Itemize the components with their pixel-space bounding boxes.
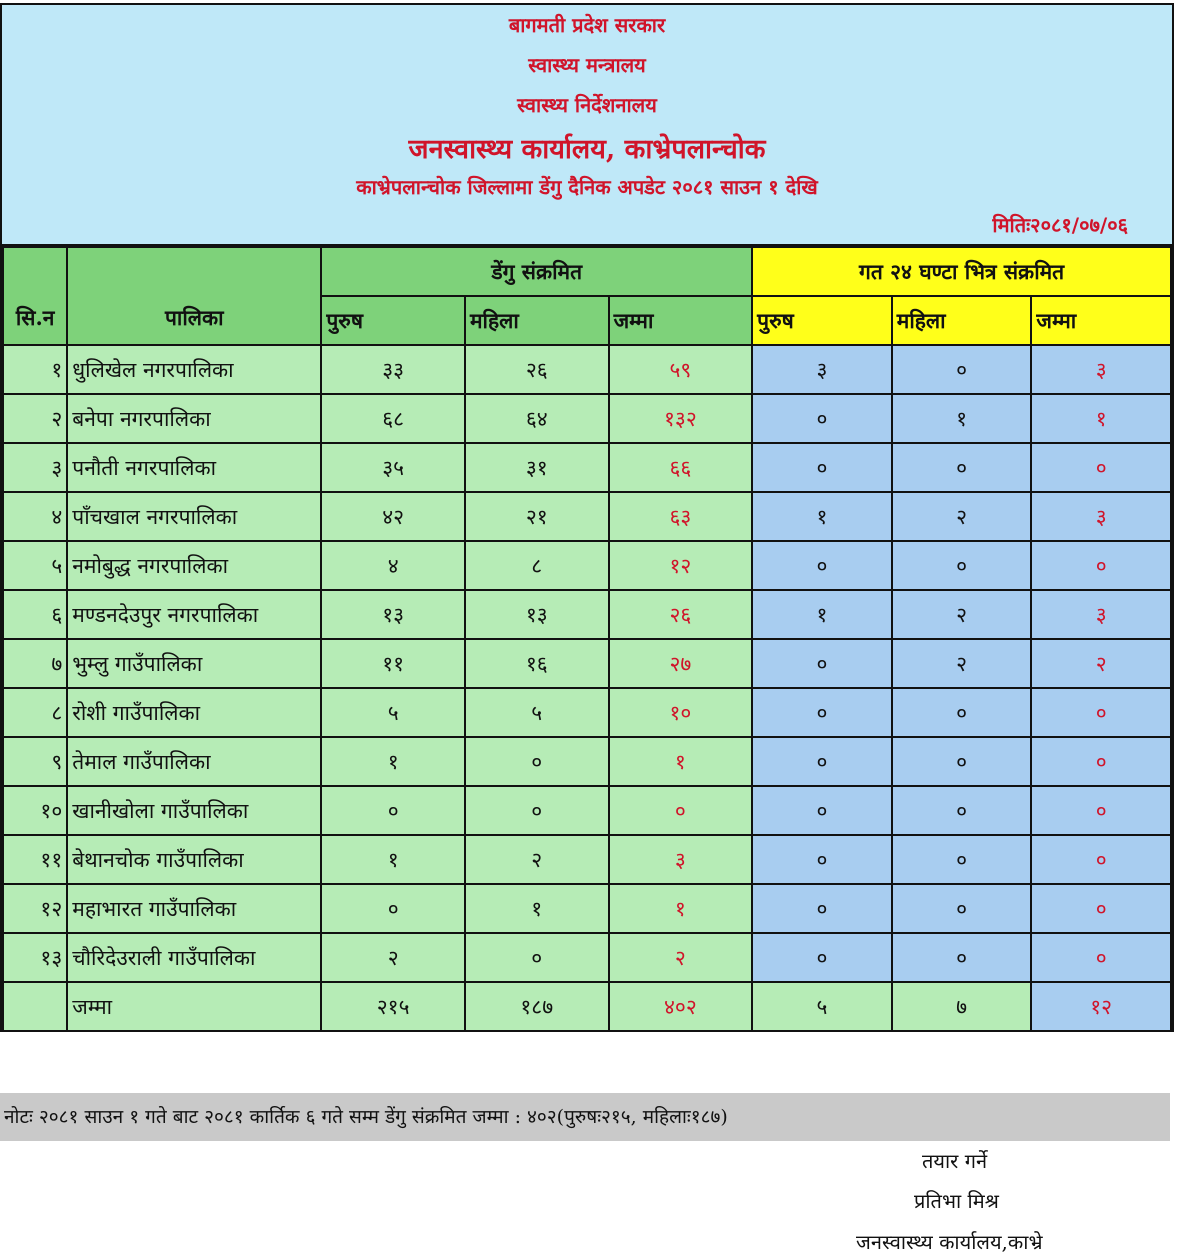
cell-total: ३ bbox=[609, 835, 753, 884]
cell-sn: १३ bbox=[3, 933, 67, 982]
cell-palika: रोशी गाउँपालिका bbox=[67, 688, 321, 737]
cell-total-24h: ० bbox=[1031, 443, 1171, 492]
cell-male: ४२ bbox=[321, 492, 465, 541]
cell-total: १० bbox=[609, 688, 753, 737]
cell-female-24h: ० bbox=[892, 786, 1032, 835]
sub-header-male: पुरुष bbox=[321, 296, 465, 345]
cell-palika: तेमाल गाउँपालिका bbox=[67, 737, 321, 786]
cell-female: ६४ bbox=[465, 394, 609, 443]
cell-male: ६८ bbox=[321, 394, 465, 443]
cell-female-24h: १ bbox=[892, 394, 1032, 443]
total-male: २१५ bbox=[321, 982, 465, 1031]
group-header-24h: गत २४ घण्टा भित्र संक्रमित bbox=[752, 247, 1171, 296]
cell-male-24h: ० bbox=[752, 884, 892, 933]
total-male-24h: ५ bbox=[752, 982, 892, 1031]
cell-female-24h: ० bbox=[892, 688, 1032, 737]
cell-palika: धुलिखेल नगरपालिका bbox=[67, 345, 321, 394]
table-row bbox=[3, 639, 1171, 688]
cell-sn: ६ bbox=[3, 590, 67, 639]
cell-total-24h: ३ bbox=[1031, 590, 1171, 639]
cell-total: २६ bbox=[609, 590, 753, 639]
cell-total-24h: ० bbox=[1031, 933, 1171, 982]
dengue-table bbox=[2, 246, 1172, 1032]
cell-total-24h: ३ bbox=[1031, 492, 1171, 541]
cell-female-24h: ० bbox=[892, 541, 1032, 590]
sub-header-female: महिला bbox=[465, 296, 609, 345]
cell-male: १ bbox=[321, 835, 465, 884]
cell-male-24h: ० bbox=[752, 443, 892, 492]
table-header-row-1 bbox=[3, 247, 1171, 296]
total-label: जम्मा bbox=[67, 982, 321, 1031]
cell-sn: १० bbox=[3, 786, 67, 835]
cell-female: १३ bbox=[465, 590, 609, 639]
cell-female-24h: ० bbox=[892, 737, 1032, 786]
cell-total: ० bbox=[609, 786, 753, 835]
cell-male: ३३ bbox=[321, 345, 465, 394]
cell-palika: बनेपा नगरपालिका bbox=[67, 394, 321, 443]
cell-total: ५९ bbox=[609, 345, 753, 394]
cell-total: १२ bbox=[609, 541, 753, 590]
cell-male-24h: ३ bbox=[752, 345, 892, 394]
cell-sn: ७ bbox=[3, 639, 67, 688]
col-header-palika: पालिका bbox=[67, 247, 321, 345]
prepared-by-label: तयार गर्ने bbox=[922, 1149, 988, 1173]
cell-female-24h: २ bbox=[892, 492, 1032, 541]
cell-male: ० bbox=[321, 884, 465, 933]
cell-total: १३२ bbox=[609, 394, 753, 443]
cell-total-24h: ० bbox=[1031, 835, 1171, 884]
table-row bbox=[3, 394, 1171, 443]
cell-sn: १२ bbox=[3, 884, 67, 933]
cell-female: २१ bbox=[465, 492, 609, 541]
preparer-office: जनस्वास्थ्य कार्यालय,काभ्रे bbox=[856, 1230, 1043, 1254]
cell-female-24h: २ bbox=[892, 590, 1032, 639]
total-female-24h: ७ bbox=[892, 982, 1032, 1031]
table-row bbox=[3, 541, 1171, 590]
cell-total: १ bbox=[609, 884, 753, 933]
sub-header-total: जम्मा bbox=[609, 296, 753, 345]
cell-sn: १ bbox=[3, 345, 67, 394]
report-date: मितिः२०८१/०७/०६ bbox=[992, 213, 1128, 237]
cell-female: ० bbox=[465, 737, 609, 786]
table-row bbox=[3, 737, 1171, 786]
cell-female: २ bbox=[465, 835, 609, 884]
cell-female: ० bbox=[465, 786, 609, 835]
cell-total-24h: ३ bbox=[1031, 345, 1171, 394]
total-female: १८७ bbox=[465, 982, 609, 1031]
report-header bbox=[2, 5, 1172, 246]
cell-female-24h: ० bbox=[892, 443, 1032, 492]
cell-male: २ bbox=[321, 933, 465, 982]
cell-sn: ११ bbox=[3, 835, 67, 884]
cell-male-24h: ० bbox=[752, 786, 892, 835]
table-row bbox=[3, 835, 1171, 884]
cell-sn: ३ bbox=[3, 443, 67, 492]
table-row bbox=[3, 884, 1171, 933]
header-subtitle: काभ्रेपलान्चोक जिल्लामा डेंगु दैनिक अपडेट २०८१ साउन १ देखि bbox=[356, 175, 818, 199]
cell-palika: पाँचखाल नगरपालिका bbox=[67, 492, 321, 541]
cell-male: १ bbox=[321, 737, 465, 786]
cell-palika: नमोबुद्ध नगरपालिका bbox=[67, 541, 321, 590]
cell-total-24h: १ bbox=[1031, 394, 1171, 443]
cell-female-24h: ० bbox=[892, 835, 1032, 884]
sub-header-female-24h: महिला bbox=[892, 296, 1032, 345]
cell-total: २७ bbox=[609, 639, 753, 688]
table-row bbox=[3, 590, 1171, 639]
total-all: ४०२ bbox=[609, 982, 753, 1031]
cell-male-24h: ० bbox=[752, 541, 892, 590]
header-province: बागमती प्रदेश सरकार bbox=[508, 13, 666, 37]
sub-header-total-24h: जम्मा bbox=[1031, 296, 1171, 345]
cell-total: ६६ bbox=[609, 443, 753, 492]
cell-total-24h: ० bbox=[1031, 737, 1171, 786]
cell-total: १ bbox=[609, 737, 753, 786]
table-row bbox=[3, 443, 1171, 492]
cell-female-24h: ० bbox=[892, 933, 1032, 982]
cell-female: ३१ bbox=[465, 443, 609, 492]
cell-female: १६ bbox=[465, 639, 609, 688]
cell-palika: खानीखोला गाउँपालिका bbox=[67, 786, 321, 835]
sub-header-male-24h: पुरुष bbox=[752, 296, 892, 345]
cell-male: १३ bbox=[321, 590, 465, 639]
col-header-sn: सि.न bbox=[3, 247, 67, 345]
cell-male-24h: ० bbox=[752, 933, 892, 982]
cell-total-24h: ० bbox=[1031, 786, 1171, 835]
cell-male-24h: १ bbox=[752, 590, 892, 639]
table-row bbox=[3, 933, 1171, 982]
cell-male-24h: ० bbox=[752, 394, 892, 443]
footnote: नोटः २०८१ साउन १ गते बाट २०८१ कार्तिक ६ गते सम्म डेंगु संक्रमित जम्मा : ४०२(पुरुषः२१५, महिलाः१८७) bbox=[0, 1093, 1170, 1141]
cell-male-24h: १ bbox=[752, 492, 892, 541]
cell-palika: चौरिदेउराली गाउँपालिका bbox=[67, 933, 321, 982]
cell-male: ५ bbox=[321, 688, 465, 737]
cell-male-24h: ० bbox=[752, 639, 892, 688]
cell-palika: भुम्लु गाउँपालिका bbox=[67, 639, 321, 688]
group-header-infected: डेंगु संक्रमित bbox=[321, 247, 752, 296]
cell-female: ० bbox=[465, 933, 609, 982]
cell-total-24h: ० bbox=[1031, 884, 1171, 933]
table-row bbox=[3, 345, 1171, 394]
table-row bbox=[3, 492, 1171, 541]
cell-female: २६ bbox=[465, 345, 609, 394]
cell-male: ३५ bbox=[321, 443, 465, 492]
dengue-report bbox=[0, 3, 1174, 1032]
cell-female: ५ bbox=[465, 688, 609, 737]
table-total-row bbox=[3, 982, 1171, 1031]
cell-total-24h: ० bbox=[1031, 541, 1171, 590]
cell-sn: ४ bbox=[3, 492, 67, 541]
cell-total: ६३ bbox=[609, 492, 753, 541]
cell-male: ४ bbox=[321, 541, 465, 590]
table-row bbox=[3, 688, 1171, 737]
cell-total: २ bbox=[609, 933, 753, 982]
cell-palika: मण्डनदेउपुर नगरपालिका bbox=[67, 590, 321, 639]
cell-male: ११ bbox=[321, 639, 465, 688]
cell-sn bbox=[3, 982, 67, 1031]
cell-female-24h: ० bbox=[892, 884, 1032, 933]
header-ministry: स्वास्थ्य मन्त्रालय bbox=[528, 53, 646, 77]
cell-female: ८ bbox=[465, 541, 609, 590]
header-directorate: स्वास्थ्य निर्देशनालय bbox=[517, 93, 657, 117]
cell-total-24h: ० bbox=[1031, 688, 1171, 737]
cell-male: ० bbox=[321, 786, 465, 835]
cell-sn: २ bbox=[3, 394, 67, 443]
cell-palika: पनौती नगरपालिका bbox=[67, 443, 321, 492]
cell-female-24h: २ bbox=[892, 639, 1032, 688]
cell-sn: ९ bbox=[3, 737, 67, 786]
header-office: जनस्वास्थ्य कार्यालय, काभ्रेपलान्चोक bbox=[408, 134, 766, 165]
cell-total-24h: २ bbox=[1031, 639, 1171, 688]
cell-male-24h: ० bbox=[752, 835, 892, 884]
cell-palika: महाभारत गाउँपालिका bbox=[67, 884, 321, 933]
table-row bbox=[3, 786, 1171, 835]
cell-male-24h: ० bbox=[752, 737, 892, 786]
total-all-24h: १२ bbox=[1031, 982, 1171, 1031]
cell-sn: ८ bbox=[3, 688, 67, 737]
cell-sn: ५ bbox=[3, 541, 67, 590]
cell-male-24h: ० bbox=[752, 688, 892, 737]
cell-female-24h: ० bbox=[892, 345, 1032, 394]
preparer-name: प्रतिभा मिश्र bbox=[914, 1189, 999, 1213]
cell-palika: बेथानचोक गाउँपालिका bbox=[67, 835, 321, 884]
cell-female: १ bbox=[465, 884, 609, 933]
